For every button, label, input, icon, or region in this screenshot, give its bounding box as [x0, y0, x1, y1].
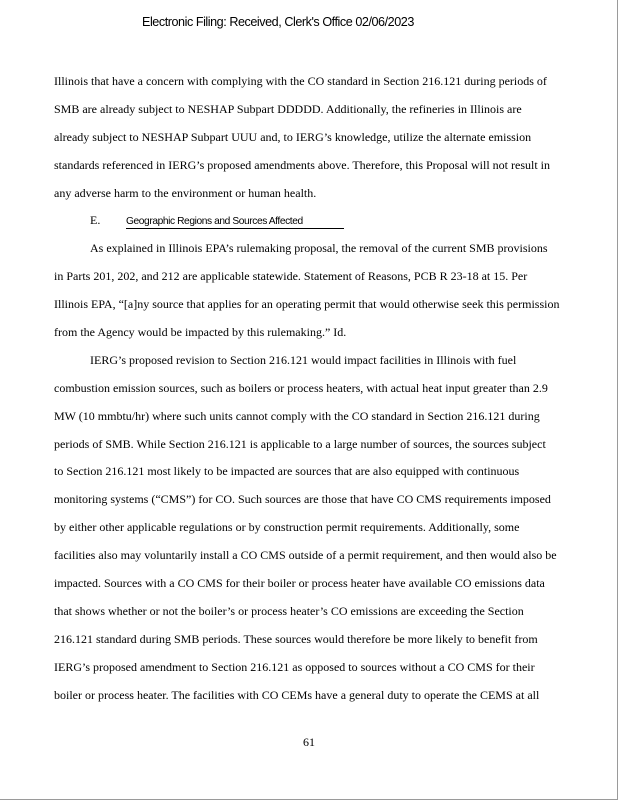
paragraph-line: standards referenced in IERG’s proposed amendments above. Therefore, this Proposal will not result in: [54, 157, 550, 172]
document-body: [54, 68, 574, 709]
page-number: 61: [303, 735, 315, 749]
paragraph-line: combustion emission sources, such as boilers or process heaters, with actual heat input greater than 2.9: [54, 380, 548, 395]
paragraph-line: by either other applicable regulations or by construction permit requirements. Additionally, some: [54, 520, 520, 535]
section-letter: E.: [90, 213, 101, 228]
paragraph-line: that shows whether or not the boiler’s or process heater’s CO emissions are exceeding the Section: [54, 603, 524, 618]
paragraph-line: MW (10 mmbtu/hr) where such units cannot comply with the CO standard in Section 216.121 during: [54, 408, 540, 423]
section-heading: [54, 207, 574, 235]
paragraph-line: facilities also may voluntarily install a CO CMS outside of a permit requirement, and then would also be: [54, 548, 557, 563]
paragraph-line: SMB are already subject to NESHAP Subpart DDDDD. Additionally, the refineries in Illinois are: [54, 101, 522, 116]
paragraph-line: IERG’s proposed amendment to Section 216.121 as opposed to sources without a CO CMS for their: [54, 659, 535, 674]
paragraph-line: Illinois EPA, “[a]ny source that applies for an operating permit that would otherwise seek this permission: [54, 297, 560, 312]
paragraph-line: monitoring systems (“CMS”) for CO. Such sources are those that have CO CMS requirements imposed: [54, 492, 551, 507]
section-title-underline: [126, 214, 344, 229]
paragraph-line: in Parts 201, 202, and 212 are applicable statewide. Statement of Reasons, PCB R 23-18 at 15. Per: [54, 269, 528, 284]
paragraph-2: [54, 235, 574, 347]
paragraph-line: impacted. Sources with a CO CMS for their boiler or process heater have available CO emissions data: [54, 576, 545, 591]
paragraph-1: [54, 68, 574, 207]
paragraph-line: As explained in Illinois EPA’s rulemaking proposal, the removal of the current SMB provisions: [90, 241, 548, 256]
paragraph-line: boiler or process heater. The facilities with CO CEMs have a general duty to operate the CEMS at all: [54, 687, 540, 702]
paragraph-line: 216.121 standard during SMB periods. These sources would therefore be more likely to benefit from: [54, 631, 538, 646]
paragraph-line: periods of SMB. While Section 216.121 is applicable to a large number of sources, the sources subject: [54, 436, 546, 451]
paragraph-line: any adverse harm to the environment or human health.: [54, 185, 317, 200]
paragraph-line: IERG’s proposed revision to Section 216.121 would impact facilities in Illinois with fuel: [90, 352, 517, 367]
electronic-filing-stamp: Electronic Filing: Received, Clerk's Office 02/06/2023: [142, 15, 414, 29]
paragraph-line: already subject to NESHAP Subpart UUU and, to IERG’s knowledge, utilize the alternate emission: [54, 129, 532, 144]
paragraph-line: Illinois that have a concern with complying with the CO standard in Section 216.121 during periods of: [54, 74, 547, 88]
section-title: Geographic Regions and Sources Affected: [126, 216, 303, 228]
paragraph-3: [54, 347, 574, 710]
paragraph-line: to Section 216.121 most likely to be impacted are sources that are also equipped with continuous: [54, 464, 520, 479]
paragraph-line: from the Agency would be impacted by this rulemaking.” Id.: [54, 325, 347, 340]
